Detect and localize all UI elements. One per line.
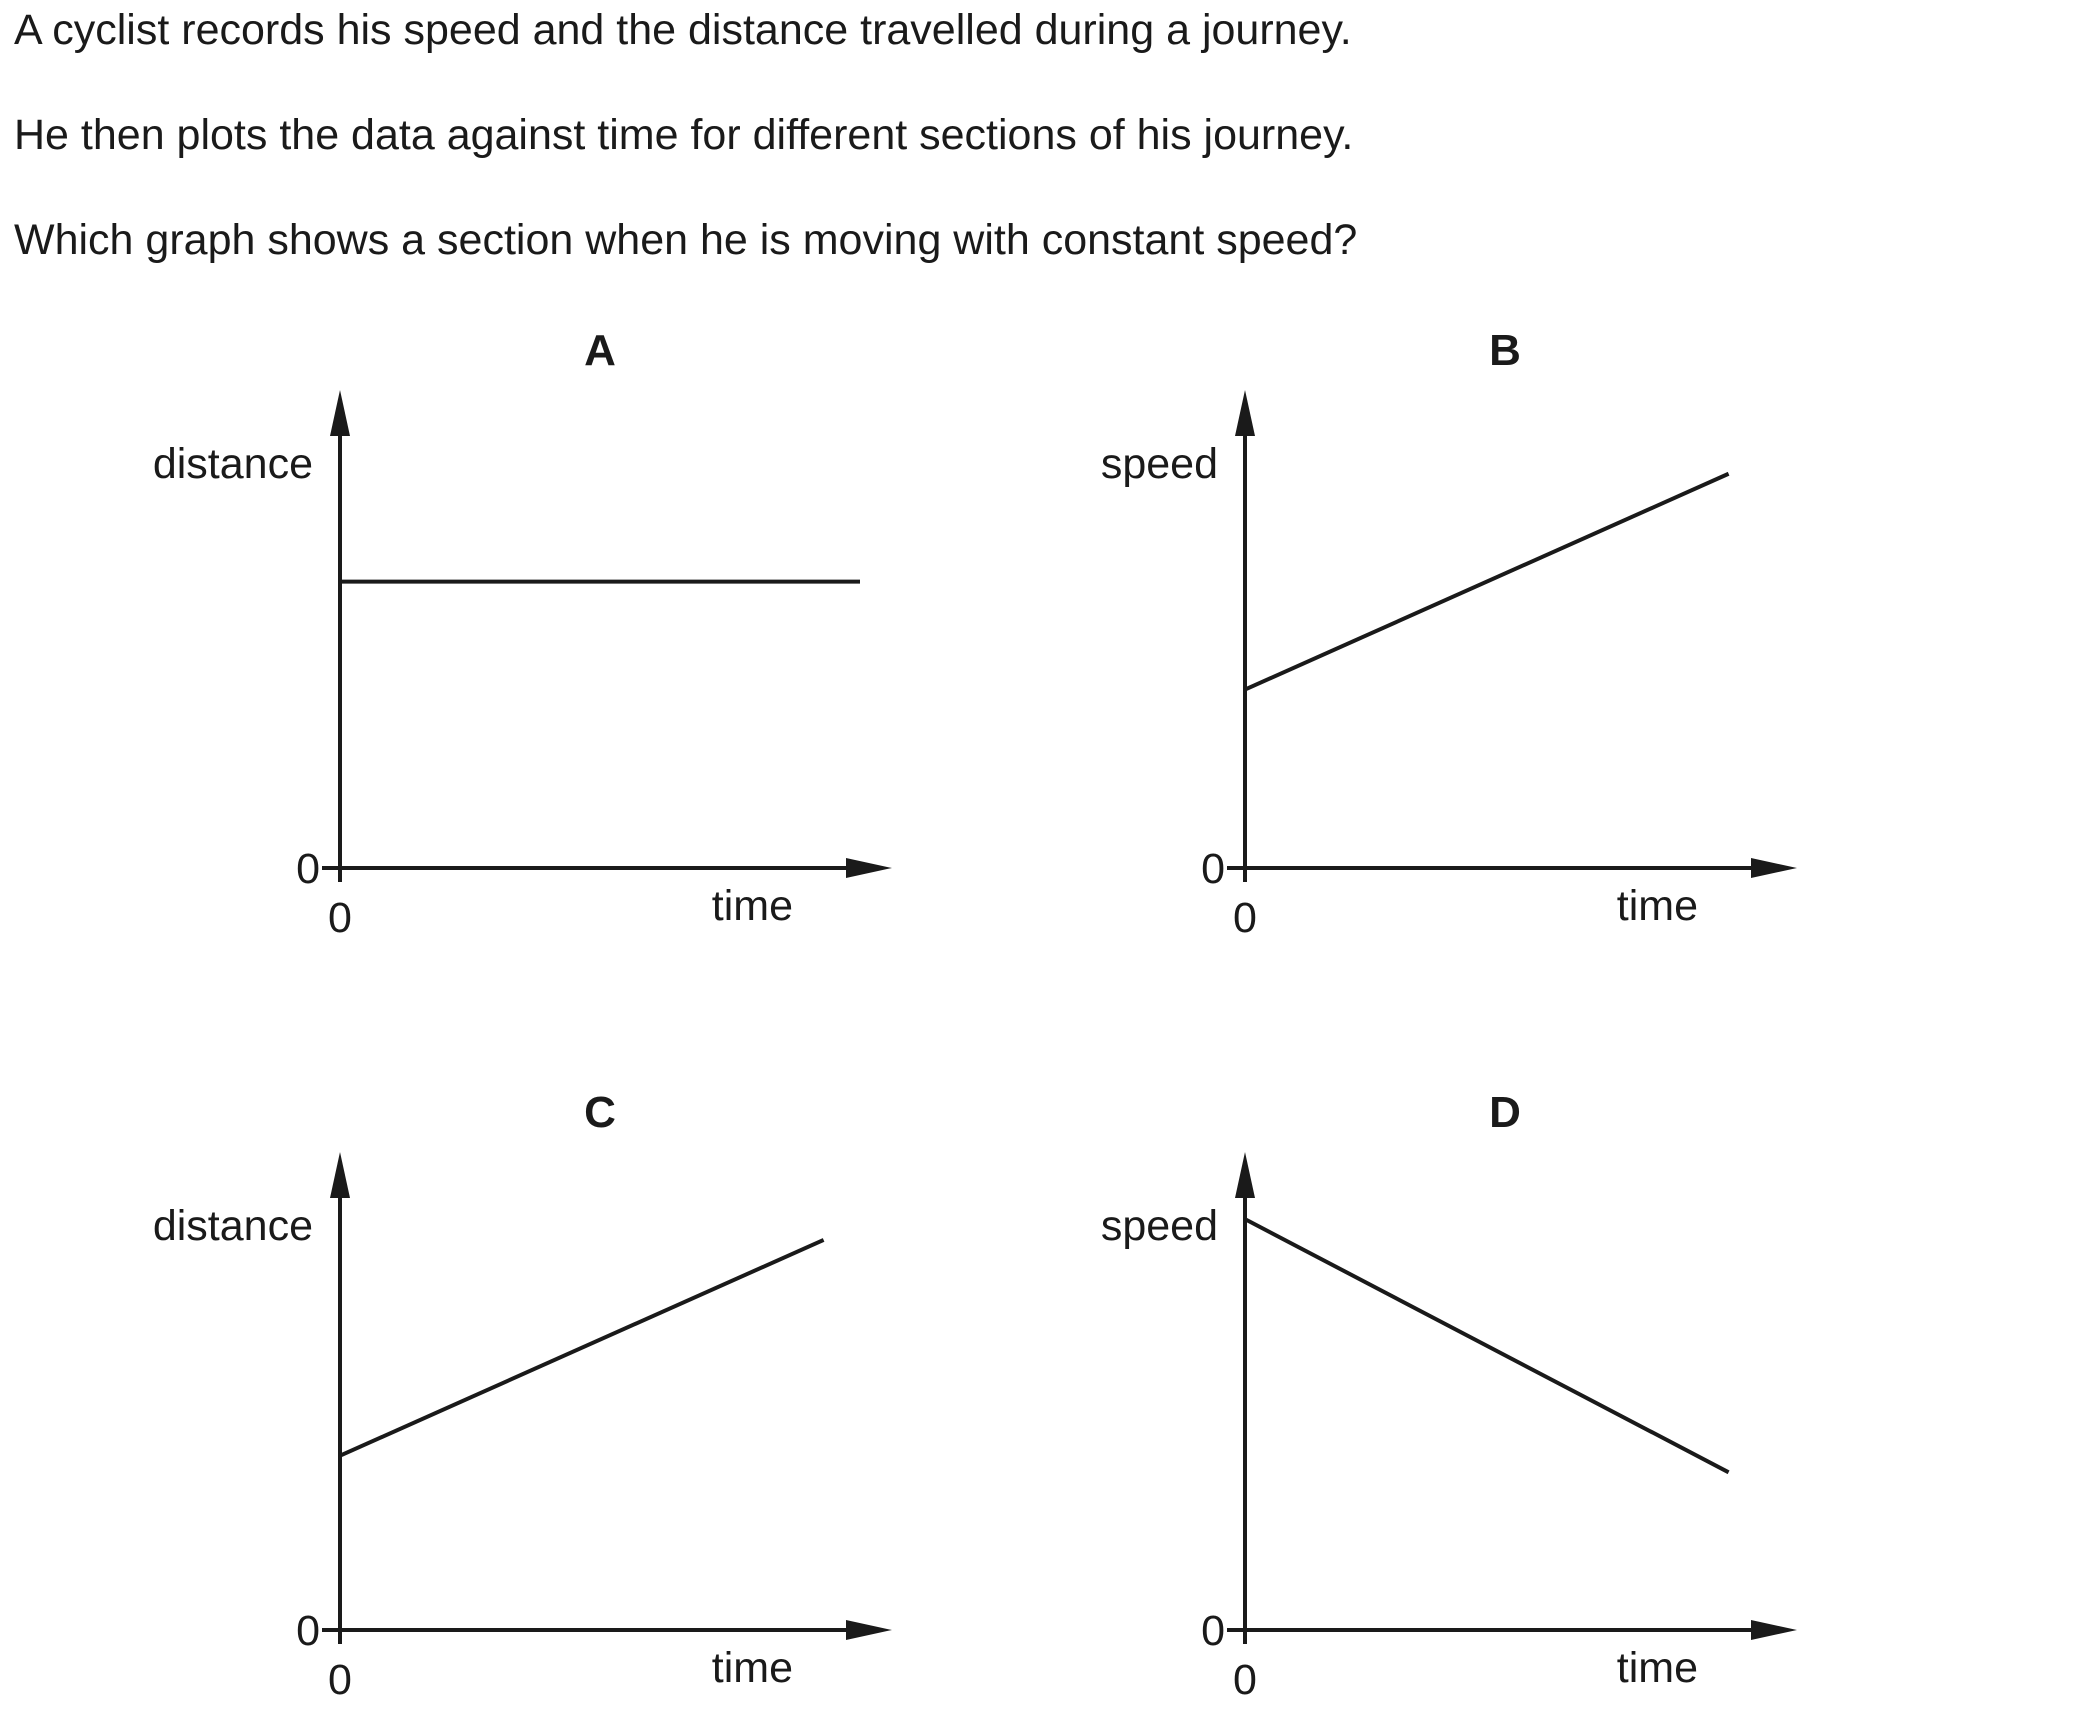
x-axis-arrow-icon [846, 1620, 892, 1640]
x-origin-label: 0 [1233, 894, 1257, 942]
question-line-2: He then plots the data against time for different sections of his journey. [14, 111, 1354, 159]
graph-title: C [584, 1088, 616, 1137]
question-line-3: Which graph shows a section when he is moving with constant speed? [14, 216, 1358, 264]
x-axis-arrow-icon [1751, 1620, 1797, 1640]
y-axis-label: distance [152, 440, 313, 488]
y-origin-label: 0 [1201, 1607, 1225, 1655]
data-line-c [340, 1240, 824, 1456]
x-origin-label: 0 [1233, 1656, 1257, 1704]
y-axis-label: distance [152, 1202, 313, 1250]
y-axis-arrow-icon [1235, 390, 1255, 436]
x-origin-label: 0 [328, 894, 352, 942]
graph-c [153, 1088, 892, 1704]
y-origin-label: 0 [296, 845, 320, 893]
y-origin-label: 0 [296, 1607, 320, 1655]
question-line-1: A cyclist records his speed and the distance travelled during a journey. [14, 6, 1352, 54]
x-axis-arrow-icon [846, 858, 892, 878]
graph-title: A [584, 326, 616, 375]
x-origin-label: 0 [328, 1656, 352, 1704]
x-axis-label: time [711, 1644, 793, 1692]
data-line-d [1245, 1219, 1729, 1472]
data-line-b [1245, 474, 1729, 690]
y-origin-label: 0 [1201, 845, 1225, 893]
x-axis-arrow-icon [1751, 858, 1797, 878]
y-axis-label: speed [1100, 440, 1218, 488]
y-axis-arrow-icon [1235, 1152, 1255, 1198]
graph-d [1101, 1088, 1797, 1704]
graph-a [153, 326, 892, 942]
graph-b [1101, 326, 1797, 942]
y-axis-arrow-icon [330, 390, 350, 436]
x-axis-label: time [1616, 1644, 1698, 1692]
graph-title: D [1489, 1088, 1521, 1137]
x-axis-label: time [711, 882, 793, 930]
graph-title: B [1489, 326, 1521, 375]
y-axis-arrow-icon [330, 1152, 350, 1198]
y-axis-label: speed [1100, 1202, 1218, 1250]
x-axis-label: time [1616, 882, 1698, 930]
